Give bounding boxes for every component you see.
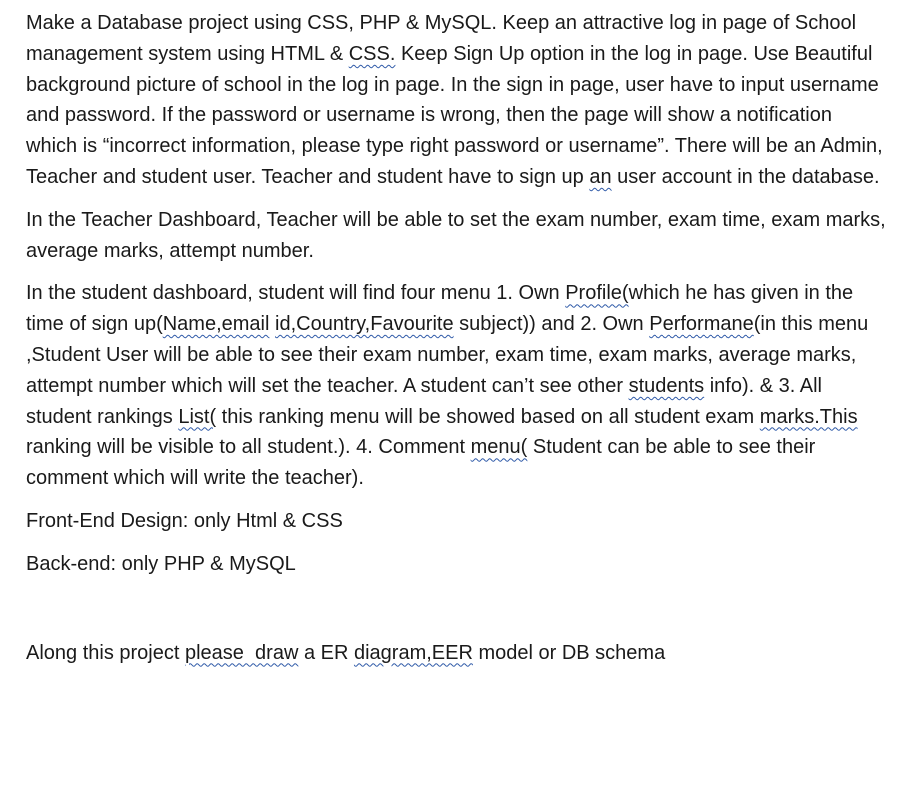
text-run: info). & 3. All student rankings bbox=[26, 374, 828, 428]
text-run: model or DB schema bbox=[472, 641, 666, 664]
text-run: subject)) and 2. Own bbox=[453, 313, 650, 336]
blank-line bbox=[26, 592, 886, 638]
paragraph-6 bbox=[26, 638, 886, 669]
paragraph-4 bbox=[26, 506, 886, 537]
spellcheck-flagged-word: Name,email bbox=[162, 313, 270, 336]
spellcheck-flagged-word: an bbox=[589, 165, 612, 188]
text-run: (in this menu ,Student User will be able to see their exam number, exam time, exam marks, average marks, attempt number which will set the teacher. A student can’t see other bbox=[26, 313, 874, 397]
spellcheck-flagged-word: List( bbox=[178, 405, 217, 428]
text-run: which he has given in the time of sign up( bbox=[26, 282, 859, 336]
document-body bbox=[26, 8, 892, 680]
spellcheck-flagged-word: marks.This bbox=[759, 405, 858, 428]
text-run: Make a Database project using CSS, PHP & MySQL. Keep an attractive log in page of School management system using HTML & bbox=[26, 12, 862, 65]
paragraph-3 bbox=[26, 278, 886, 494]
paragraph-2 bbox=[26, 205, 892, 267]
text-run: Back-end: only PHP & MySQL bbox=[26, 552, 296, 575]
spellcheck-flagged-word: id,Country,Favourite bbox=[275, 313, 454, 336]
text-run: Along this project bbox=[26, 641, 185, 664]
spellcheck-flagged-word: diagram,EER bbox=[353, 641, 473, 664]
spellcheck-flagged-word: please draw bbox=[184, 641, 299, 664]
text-run: Keep Sign Up option in the log in page. Use Beautiful background picture of school in the log in page. In the sign in page, user have to input username and password. If the password or username is wrong, then the page will show a notification which is “incorrect information, please type right password or username”. There will be an Admin, Teacher and student user. Teacher and student have to sign up bbox=[26, 42, 888, 188]
text-run: Student can be able to see their comment which will write the teacher). bbox=[26, 436, 821, 490]
text-run: In the student dashboard, student will find four menu 1. Own bbox=[26, 282, 566, 305]
text-run: user account in the database. bbox=[611, 165, 880, 188]
text-run: In the Teacher Dashboard, Teacher will be able to set the exam number, exam time, exam marks, average marks, attempt number. bbox=[26, 208, 892, 262]
spellcheck-flagged-word: CSS. bbox=[348, 42, 396, 65]
spellcheck-flagged-word: students bbox=[628, 374, 705, 397]
text-run: a ER bbox=[298, 641, 354, 664]
paragraph-1 bbox=[26, 8, 886, 193]
spellcheck-flagged-word: Profile( bbox=[565, 282, 629, 305]
spellcheck-flagged-word: Performane bbox=[649, 313, 754, 336]
text-run: Front-End Design: only Html & CSS bbox=[26, 509, 343, 532]
spellcheck-flagged-word: menu( bbox=[470, 436, 528, 459]
text-run: ranking will be visible to all student.). 4. Comment bbox=[26, 405, 864, 459]
paragraph-5 bbox=[26, 549, 886, 580]
text-run: this ranking menu will be showed based on all student exam bbox=[216, 405, 760, 428]
